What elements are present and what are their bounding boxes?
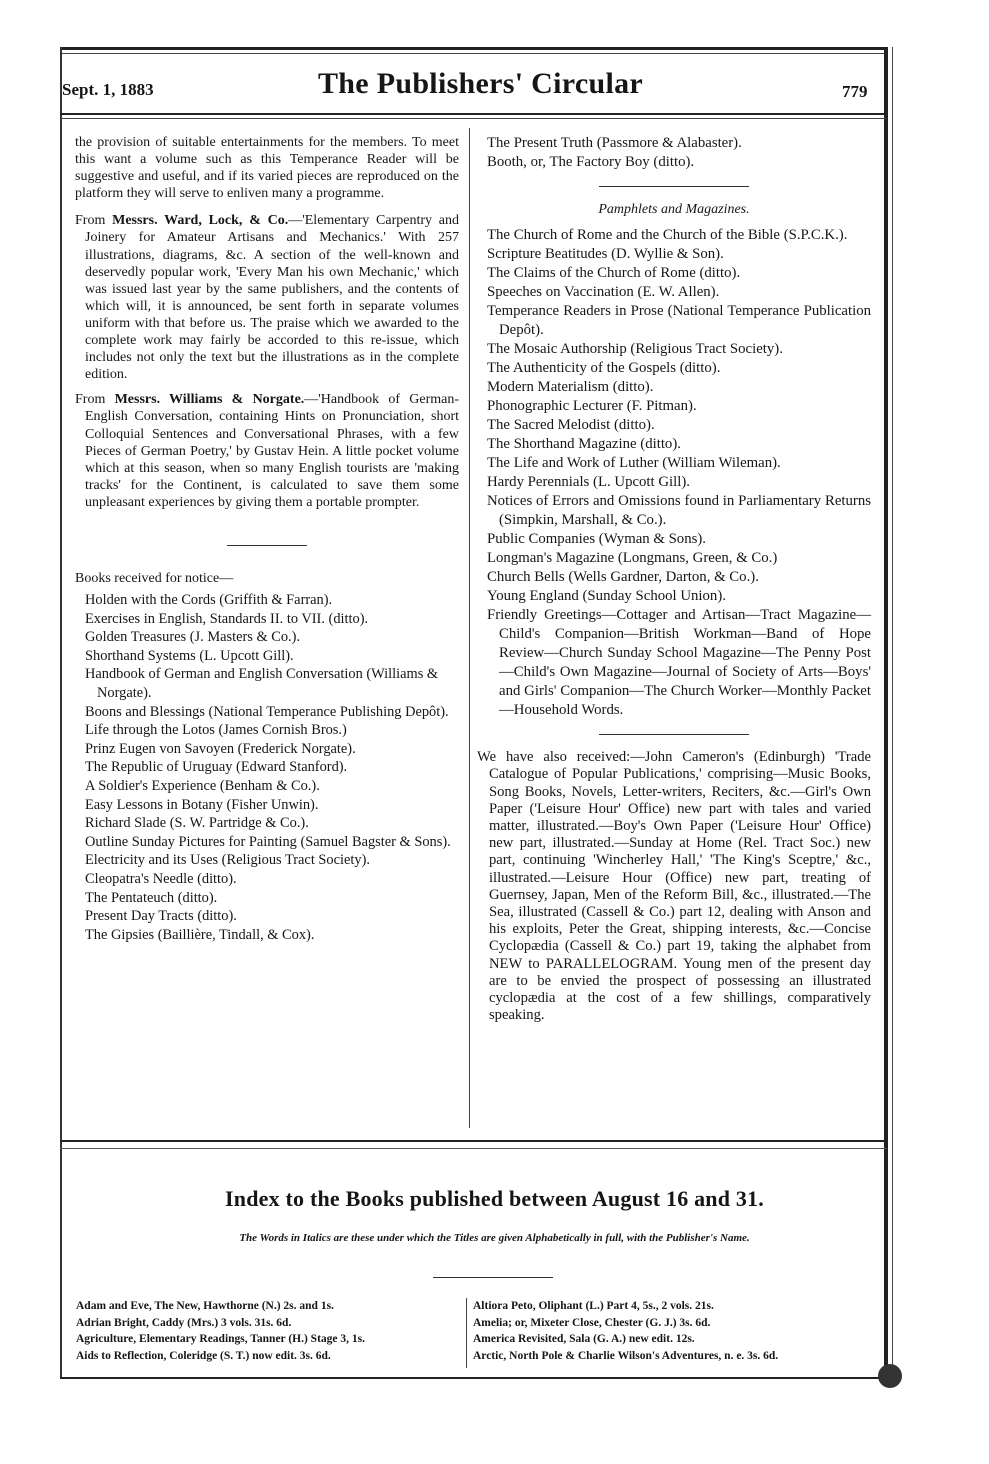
ward-lock-text: —'Elementary Carpentry and Joinery for Amateur Artisans and Mechanics.' With 257 illustrations, diagrams, &c. A section of the well-known and deservedly popular work, 'Every Man his own Mechanic,' which was issued last year by the same publishers, and the contents of which will, it is announced, be sent forth in separate volumes uniform with that before us. The praise which we awarded to the complete work may fairly be accorded to this re-issue, which includes not only the text but the illustrations as in the complete edition. — [85, 213, 459, 383]
left-column — [75, 134, 459, 944]
williams-norgate-prefix: From — [75, 392, 115, 408]
list-item: Outline Sunday Pictures for Painting (Samuel Bagster & Sons). — [85, 833, 451, 850]
pamphlets-heading: Pamphlets and Magazines. — [598, 202, 750, 217]
header-rule-thin — [60, 118, 887, 119]
williams-norgate-text: —'Handbook of German-English Conversation, containing Hints on Pronunciation, short Colloquial Sentences and Conversational Phrases, with a few Pieces of German Poetry,' by Gustav Hein. A little pocket volume which at this season, when so many English tourists are 'making tracks' for the Continent, is calculated to save them some unpleasant experiences by giving them a portable prompter. — [85, 392, 460, 510]
list-item: Present Day Tracts (ditto). — [85, 908, 237, 925]
right-frame-rule-thin — [892, 47, 893, 1379]
list-item: Exercises in English, Standards II. to VII. (ditto). — [85, 610, 369, 627]
williams-norgate-review — [75, 391, 459, 511]
williams-norgate-publisher: Messrs. Williams & Norgate. — [114, 392, 305, 408]
also-received-paragraph: We have also received:—John Cameron's (Edinburgh) 'Trade Catalogue of Popular Publications,' comprising—Music Books, Song Books, Novels, Letter-writers, Reciters, &c.—Girl's Own Paper ('Leisure Hour' Office) new part with tales and varied matter, illustrated.—Boy's Own Paper ('Leisure Hour' Office) new part, illustrated.—Sunday at Home (Rel. Tract Soc.) new part, continuing 'Wincherley Hall,' 'The King's Sceptre,' &c., illustrated.—Leisure Hour (Office) new part, treating of Guernsey, Japan, Men of the Reform Bill, &c., illustrated.—The Sea, illustrated (Cassell & Co.) part 12, dealing with Anson and his exploits, Peter the Great, shipping interests, &c.—Concise Cyclopædia (Cassell & Co.) part 19, taking the alphabet from NEW to PARALLELOGRAM. Young men of the present day are to be envied the prospect of possessing an illustrated cyclopædia at the cost of a few shillings, comparatively speaking. — [477, 749, 871, 1024]
list-item: Life through the Lotos (James Cornish Bros.) — [85, 722, 347, 739]
list-item: Booth, or, The Factory Boy (ditto). — [487, 154, 695, 170]
list-item: Notices of Errors and Omissions found in Parliamentary Returns (Simpkin, Marshall, & Co.). — [487, 493, 871, 529]
list-item: Boons and Blessings (National Temperance Publishing Depôt). — [85, 703, 449, 720]
list-item: Cleopatra's Needle (ditto). — [85, 870, 237, 887]
list-item: Church Bells (Wells Gardner, Darton, & Co.). — [487, 569, 759, 586]
header-rule — [60, 113, 887, 115]
index-rule — [60, 1140, 887, 1142]
list-item: The Claims of the Church of Rome (ditto). — [487, 265, 741, 282]
books-received-label: Books received for notice— — [75, 570, 234, 586]
page-number: 779 — [842, 82, 868, 101]
index-title: Index to the Books published between August 16 and 31. — [225, 1186, 764, 1211]
index-left-column — [76, 1298, 462, 1364]
ornament-icon — [878, 1364, 902, 1388]
list-item: Electricity and its Uses (Religious Tract Society). — [85, 852, 370, 869]
index-entry: Agriculture, Elementary Readings, Tanner (H.) Stage 3, 1s. — [76, 1333, 365, 1346]
list-item: Easy Lessons in Botany (Fisher Unwin). — [85, 796, 319, 813]
list-item: Modern Materialism (ditto). — [487, 379, 654, 396]
section-separator — [227, 545, 307, 546]
top-rule — [60, 47, 887, 50]
index-entry: Arctic, North Pole & Charlie Wilson's Adventures, n. e. 3s. 6d. — [473, 1349, 779, 1362]
ward-lock-review — [75, 212, 459, 383]
list-item: Scripture Beatitudes (D. Wyllie & Son). — [487, 246, 724, 263]
index-rule-thin — [60, 1148, 887, 1149]
index-entry: Aids to Reflection, Coleridge (S. T.) now edit. 3s. 6d. — [76, 1349, 331, 1362]
list-item: Holden with the Cords (Griffith & Farran). — [85, 592, 333, 609]
section-separator — [599, 186, 749, 187]
list-item: A Soldier's Experience (Benham & Co.). — [85, 778, 320, 794]
index-column-divider — [466, 1298, 467, 1368]
index-entry: Amelia; or, Mixeter Close, Chester (G. J.) 3s. 6d. — [473, 1316, 711, 1329]
index-entry: Adrian Bright, Caddy (Mrs.) 3 vols. 31s. 6d. — [76, 1316, 292, 1329]
list-item: The Present Truth (Passmore & Alabaster). — [487, 135, 742, 151]
list-item: Temperance Readers in Prose (National Temperance Publication Depôt). — [487, 303, 871, 339]
list-item: Prinz Eugen von Savoyen (Frederick Norgate). — [85, 740, 356, 757]
intro-paragraph: the provision of suitable entertainments for the members. To meet this want a volume such as this Temperance Reader will be suggestive and useful, and if its varied pieces are reproduced on the platform they will serve to enliven many a programme. — [75, 135, 459, 202]
index-right-column — [473, 1298, 883, 1364]
books-received-list — [75, 591, 459, 944]
index-entry: America Revisited, Sala (G. A.) new edit. 12s. — [473, 1333, 695, 1346]
list-item: The Pentateuch (ditto). — [85, 889, 218, 906]
list-item: Speeches on Vaccination (E. W. Allen). — [487, 284, 720, 301]
list-item: The Church of Rome and the Church of the Bible (S.P.C.K.). — [487, 227, 848, 244]
list-item: The Sacred Melodist (ditto). — [487, 417, 655, 434]
section-separator — [599, 734, 749, 735]
list-item: Shorthand Systems (L. Upcott Gill). — [85, 647, 294, 664]
header-date: Sept. 1, 1883 — [62, 80, 154, 99]
list-item: The Life and Work of Luther (William Wileman). — [487, 455, 781, 472]
ward-lock-publisher: Messrs. Ward, Lock, & Co. — [112, 213, 289, 229]
left-frame-rule — [60, 47, 62, 1379]
list-item: Young England (Sunday School Union). — [487, 588, 726, 605]
list-item: Handbook of German and English Conversation (Williams & Norgate). — [85, 666, 439, 702]
list-item: The Gipsies (Baillière, Tindall, & Cox). — [85, 926, 315, 943]
right-column — [477, 134, 871, 1024]
list-item: The Mosaic Authorship (Religious Tract Society). — [487, 341, 783, 358]
ward-lock-prefix: From — [75, 213, 113, 229]
pamphlets-list — [477, 226, 871, 720]
index-separator — [433, 1277, 553, 1278]
list-item: The Shorthand Magazine (ditto). — [487, 436, 681, 453]
index-entry: Adam and Eve, The New, Hawthorne (N.) 2s. and 1s. — [76, 1300, 334, 1312]
header-title: The Publishers' Circular — [318, 67, 643, 100]
column-divider — [469, 128, 470, 1128]
index-note: The Words in Italics are these under which the Titles are given Alphabetically in full, with the Publisher's Name. — [239, 1232, 750, 1244]
bottom-rule — [60, 1377, 887, 1379]
index-entry: Altiora Peto, Oliphant (L.) Part 4, 5s., 2 vols. 21s. — [473, 1300, 714, 1312]
list-item: Longman's Magazine (Longmans, Green, & Co.) — [487, 550, 778, 567]
list-item: The Republic of Uruguay (Edward Stanford). — [85, 759, 348, 776]
right-frame-rule — [884, 47, 888, 1379]
list-item: Public Companies (Wyman & Sons). — [487, 531, 706, 548]
list-item: Phonographic Lecturer (F. Pitman). — [487, 398, 697, 415]
list-item: Friendly Greetings—Cottager and Artisan—Tract Magazine—Child's Companion—British Workman—Band of Hope Review—Church Sunday School Magazine—The Penny Post—Child's Own Magazine—Journal of Society of Arts—Boys' and Girls' Companion—The Church Worker—Monthly Packet—Household Words. — [487, 607, 871, 719]
top-rule-thin — [60, 53, 887, 54]
list-item: The Authenticity of the Gospels (ditto). — [487, 360, 721, 377]
list-item: Golden Treasures (J. Masters & Co.). — [85, 629, 301, 646]
list-item: Richard Slade (S. W. Partridge & Co.). — [85, 815, 309, 832]
list-item: Hardy Perennials (L. Upcott Gill). — [487, 474, 690, 491]
